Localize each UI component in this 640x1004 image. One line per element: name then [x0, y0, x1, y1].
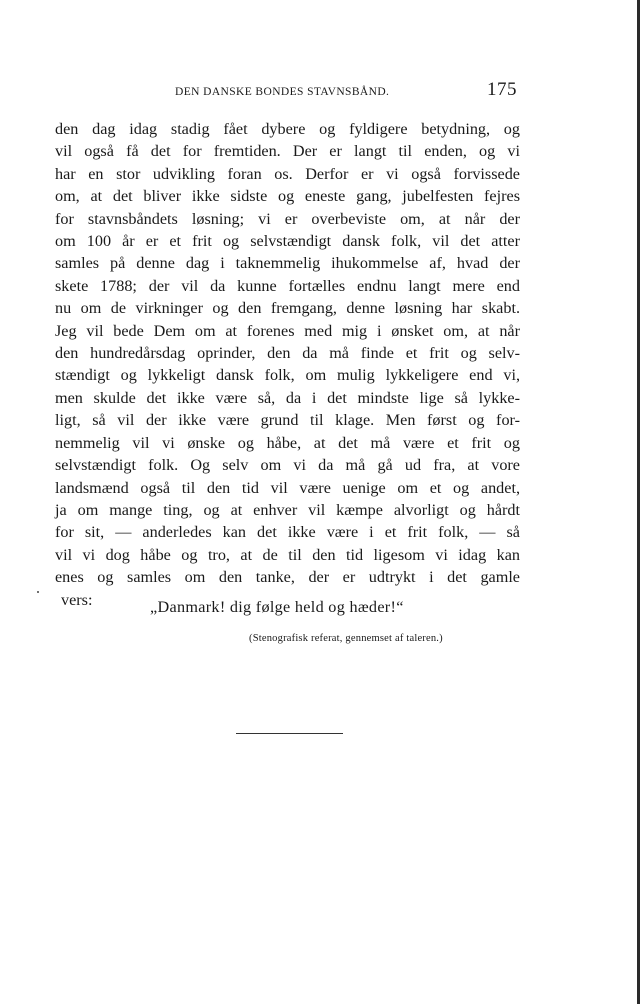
text-line: vil vi dog håbe og tro, at de til den tid ligesom vi idag kan	[55, 545, 520, 564]
text-line: ja om mange ting, og at enhver vil kæmpe alvorligt og hårdt	[55, 500, 520, 519]
text-line: Jeg vil bede Dem om at forenes med mig i ønsket om, at når	[55, 321, 520, 340]
body-text	[55, 118, 520, 611]
section-divider	[236, 733, 343, 734]
text-line: vers:	[61, 590, 93, 609]
text-line: den dag idag stadig fået dybere og fyldigere betydning, og	[55, 120, 520, 138]
text-line: nemmelig vil vi ønske og håbe, at det må være et frit og	[55, 433, 520, 452]
text-line: skete 1788; der vil da kunne fortælles endnu langt mere end	[55, 276, 520, 295]
text-line: ligt, så vil der ikke være grund til klage. Men først og for-	[55, 411, 520, 430]
text-line: den hundredårsdag oprinder, den da må finde et frit og selv-	[55, 344, 520, 363]
running-head: DEN DANSKE BONDES STAVNSBÅND.	[175, 86, 390, 98]
text-line: selvstændigt folk. Og selv om vi da må gå ud fra, at vore	[55, 456, 520, 475]
attribution: (Stenografisk referat, gennemset af taleren.)	[249, 633, 443, 644]
text-line: om, at det bliver ikke sidste og eneste gang, jubelfesten fejres	[55, 187, 520, 206]
text-line: for sit, — anderledes kan det ikke være i et frit folk, — så	[55, 523, 520, 542]
quotation: „Danmark! dig følge held og hæder!“	[150, 598, 404, 616]
text-line: om 100 år er et frit og selvstændigt dansk folk, vil det atter	[55, 232, 520, 251]
text-line: stændigt og lykkeligt dansk folk, om mulig lykkeligere end vi,	[55, 366, 520, 385]
text-line: samles på denne dag i taknemmelig ihukommelse af, hvad der	[55, 254, 520, 273]
text-line: har en stor udvikling foran os. Derfor er vi også forvissede	[55, 164, 520, 183]
text-line: vil også få det for fremtiden. Der er langt til enden, og vi	[55, 142, 520, 161]
text-line: enes og samles om den tanke, der er udtrykt i det gamle	[55, 568, 520, 587]
stray-mark	[37, 591, 39, 593]
text-line: landsmænd også til den tid vil være uenige om et og andet,	[55, 478, 520, 497]
page-number: 175	[487, 79, 517, 100]
text-line: nu om de virkninger og den fremgang, denne løsning har skabt.	[55, 299, 520, 318]
text-line: men skulde det ikke være så, da i det mindste lige så lykke-	[55, 388, 520, 407]
text-line: for stavnsbåndets løsning; vi er overbeviste om, at når der	[55, 209, 520, 228]
